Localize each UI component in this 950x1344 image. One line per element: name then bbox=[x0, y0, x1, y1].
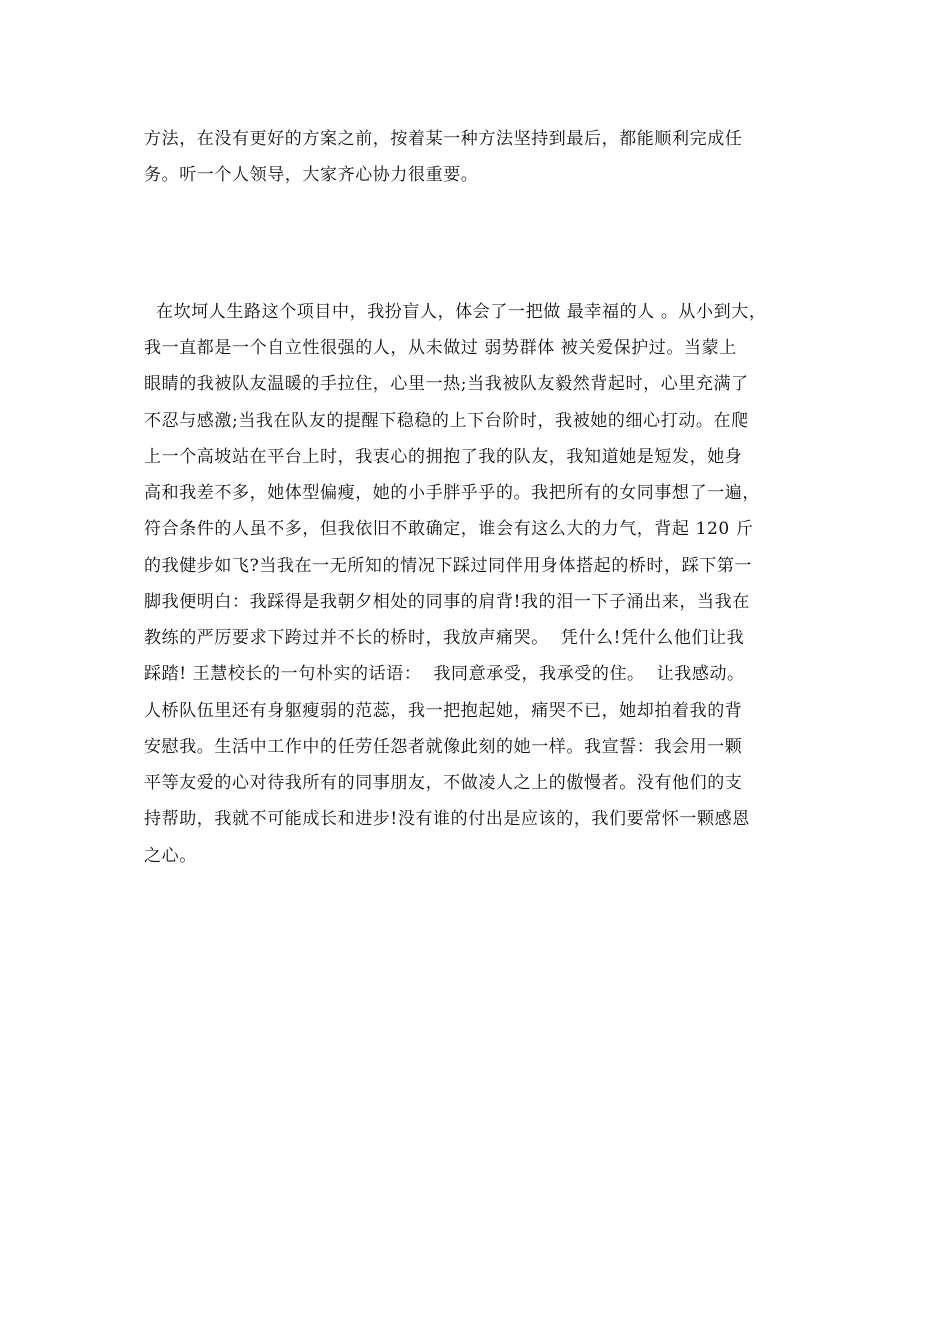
paragraph-1-line: 方法，在没有更好的方案之前，按着某一种方法坚持到最后，都能顺利完成任 bbox=[144, 129, 743, 149]
paragraph-2-line: 的我健步如飞?当我在一无所知的情况下踩过同伴用身体搭起的桥时，踩下第一 bbox=[144, 556, 753, 576]
paragraph-1-line: 务。听一个人领导，大家齐心协力很重要。 bbox=[144, 165, 479, 185]
paragraph-2-line: 之心。 bbox=[144, 846, 197, 866]
paragraph-2-line: 上一个高坡站在平台上时，我衷心的拥抱了我的队友，我知道她是短发，她身 bbox=[144, 447, 743, 467]
paragraph-2-line: 教练的严厉要求下跨过并不长的桥时，我放声痛哭。 凭什么!凭什么他们让我 bbox=[144, 628, 745, 648]
paragraph-2-line: 我一直都是一个自立性很强的人，从未做过 弱势群体 被关爱保护过。当蒙上 bbox=[144, 338, 737, 358]
paragraph-2-line: 人桥队伍里还有身躯瘦弱的范蕊，我一把抱起她，痛哭不已，她却拍着我的背 bbox=[144, 701, 743, 721]
paragraph-2-line: 持帮助，我就不可能成长和进步!没有谁的付出是应该的，我们要常怀一颗感恩 bbox=[144, 809, 750, 829]
paragraph-2-line: 符合条件的人虽不多，但我依旧不敢确定，谁会有这么大的力气，背起 120 斤 bbox=[144, 519, 754, 539]
paragraph-2-line: 安慰我。生活中工作中的任劳任怨者就像此刻的她一样。我宣誓：我会用一颗 bbox=[144, 737, 743, 757]
paragraph-2-line: 脚我便明白：我踩得是我朝夕相处的同事的肩背!我的泪一下子涌出来，当我在 bbox=[144, 592, 750, 612]
paragraph-2-line: 不忍与感激;当我在队友的提醒下稳稳的上下台阶时，我被她的细心打动。在爬 bbox=[144, 411, 749, 431]
paragraph-2-line: 平等友爱的心对待我所有的同事朋友，不做凌人之上的傲慢者。没有他们的支 bbox=[144, 773, 743, 793]
paragraph-2-line: 眼睛的我被队友温暖的手拉住，心里一热;当我被队友毅然背起时，心里充满了 bbox=[144, 374, 749, 394]
paragraph-2-line: 踩踏! 王慧校长的一句朴实的话语： 我同意承受，我承受的住。 让我感动。 bbox=[144, 664, 745, 684]
paragraph-2-line: 在坎坷人生路这个项目中，我扮盲人，体会了一把做 最幸福的人 。从小到大， bbox=[144, 302, 767, 322]
paragraph-2-line: 高和我差不多，她体型偏瘦，她的小手胖乎乎的。我把所有的女同事想了一遍， bbox=[144, 483, 760, 503]
